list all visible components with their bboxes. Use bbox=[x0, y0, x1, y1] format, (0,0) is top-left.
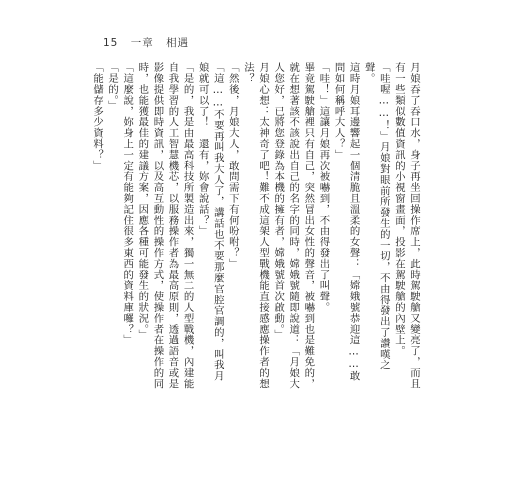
paragraph: 「是的，我是由最高科技所製造出來，獨一無二的人型戰機，內建能自我學習的人工智慧機芯，以服務操作者為最高原則，透過語音或是影像提供即時資訊，以及高互動性的操作方式，使操作者在操作的同時，也能獲最佳的建議方案，因應各種可能發生的狀況。」 bbox=[136, 62, 194, 389]
paragraph: 「這麼說，妳身上一定有能夠記住很多東西的資料庫囉？」 bbox=[121, 62, 134, 346]
paragraph: 「哇！」這讓月娘再次被嚇到，不由得發出了叫聲。 bbox=[317, 62, 330, 313]
paragraph: 「然後，月娘大人，敢問需下有何吩咐？」 bbox=[226, 62, 239, 270]
paragraph: 畢竟駕駛艙裡只有自己，突然冒出女性的聲音，被嚇到也是難免的，就在想著該不該說出自己的名字的同時，嫦娥號隨即說道：「月娘大人您好，已將您登錄為本機的擁有者，嫦娥號首次啟動。」 bbox=[272, 62, 315, 389]
chapter-title: 相遇 bbox=[166, 37, 190, 49]
paragraph: 「是的。」 bbox=[106, 62, 119, 112]
chapter-label: 一章 bbox=[130, 37, 154, 49]
paragraph: 「能儲存多少資料？」 bbox=[91, 62, 104, 171]
running-header bbox=[103, 35, 197, 50]
paragraph: 月娘吞了吞口水，身子再坐回操作席上，此時駕駛艙又變亮了，而且有一些類似數值資訊的小視窗畫面，投影在駕駛艙的內壁上。 bbox=[392, 62, 420, 389]
paragraph: 月娘心想：太神奇了吧！難不成這架人型戰機能直接感應操作者的想法？ bbox=[241, 62, 270, 389]
page-number: 15 bbox=[103, 37, 119, 49]
paragraph: 「哇喔……！」月娘對眼前所發生的一切，不由得發出了讚嘆之聲。 bbox=[362, 62, 390, 371]
paragraph: 「這……不要再叫我大人了，講話也不要那麼官腔官調的，叫我月娘就可以了！ 還有，妳會說話？」 bbox=[196, 62, 224, 382]
paragraph: 這時月娘耳邊響起一個清脆且溫柔的女聲：「嫦娥號恭迎這……敢問如何稱呼大人？」 bbox=[332, 62, 360, 382]
body-text bbox=[89, 62, 421, 392]
